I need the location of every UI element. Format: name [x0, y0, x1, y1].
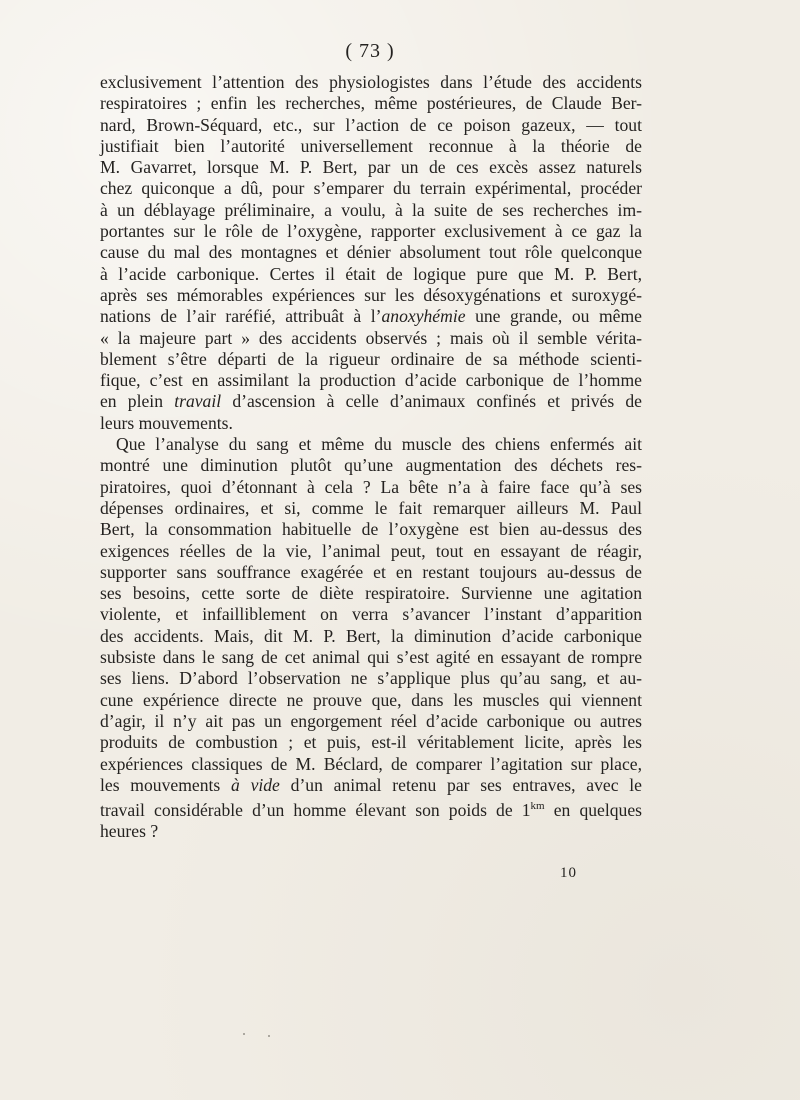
text-line: M. Gavarret, lorsque M. P. Bert, par un de ces excès assez naturels: [100, 157, 642, 178]
text-line: heures ?: [100, 821, 159, 842]
italic-term: travail: [174, 391, 222, 412]
text-segment: en plein: [100, 391, 175, 412]
text-line: blement s’être départi de la rigueur ordinaire de sa méthode scienti-: [100, 348, 642, 369]
text-line: subsiste dans le sang de cet animal qui s’est agité en essayant de rompre: [100, 647, 642, 668]
text-line: nard, Brown-Séquard, etc., sur l’action de ce poison gazeux, — tout: [100, 114, 642, 135]
text-segment: nations de l’air raréfié, attribuât à l’: [100, 306, 382, 327]
text-line: exigences réelles de la vie, l’animal peut, tout en essayant de réagir,: [100, 540, 642, 561]
text-line: cune expérience directe ne prouve que, dans les muscles qui viennent: [100, 689, 642, 710]
text-line: à un déblayage préliminaire, a voulu, à la suite de ses recherches im-: [100, 199, 642, 220]
text-line: violente, et infailliblement on verra s’avancer l’instant d’apparition: [100, 604, 642, 625]
italic-term: à vide: [231, 774, 280, 795]
text-segment: travail considérable d’un homme élevant son poids de: [100, 799, 522, 820]
text-line: chez quiconque a dû, pour s’emparer du terrain expérimental, procéder: [100, 178, 642, 199]
text-line: portantes sur le rôle de l’oxygène, rapporter exclusivement à ce gaz la: [100, 221, 642, 242]
text-line: exclusivement l’attention des physiologistes dans l’étude des accidents: [100, 72, 642, 92]
paper-speck: [243, 1033, 245, 1035]
text-line: dépenses ordinaires, et si, comme le fait remarquer ailleurs M. Paul: [100, 497, 642, 518]
text-line: « la majeure part » des accidents observés ; mais où il semble vérita-: [100, 327, 642, 348]
text-line: [100, 775, 642, 796]
paragraph-2: [100, 434, 642, 843]
paragraph-1: [100, 72, 642, 434]
text-line: ses besoins, cette sorte de diète respiratoire. Survienne une agitation: [100, 583, 642, 604]
text-line: cause du mal des montagnes et dénier absolument tout rôle quelconque: [100, 242, 642, 263]
km-unit: km: [530, 800, 545, 813]
text-line: à l’acide carbonique. Certes il était de logique pure que M. P. Bert,: [100, 263, 642, 284]
text-line: piratoires, quoi d’étonnant à cela ? La bête n’a à faire face qu’à ses: [100, 476, 642, 497]
text-line: [100, 306, 642, 327]
text-segment: d’ascension à celle d’animaux confinés et privés de: [221, 391, 642, 412]
text-line: ses liens. D’abord l’observation ne s’applique plus qu’au sang, et au-: [100, 668, 642, 689]
text-line: des accidents. Mais, dit M. P. Bert, la diminution d’acide carbonique: [100, 625, 642, 646]
text-line: expériences classiques de M. Béclard, de comparer l’agitation sur place,: [100, 753, 642, 774]
page-number: ( 73 ): [345, 40, 395, 62]
text-segment: en quelques: [544, 799, 642, 820]
text-line: respiratoires ; enfin les recherches, même postérieures, de Claude Ber-: [100, 93, 642, 114]
km-number: 1: [521, 799, 531, 820]
text-line: d’agir, il n’y ait pas un engorgement réel d’acide carbonique ou autres: [100, 710, 642, 731]
text-line: justifiait bien l’autorité universellement reconnue à la théorie de: [100, 135, 642, 156]
paper-speck: [268, 1035, 270, 1037]
text-line: produits de combustion ; et puis, est-il véritablement licite, après les: [100, 732, 642, 753]
text-line: après ses mémorables expériences sur les désoxygénations et suroxygé-: [100, 284, 642, 305]
text-line: [100, 796, 642, 821]
text-line: Que l’analyse du sang et même du muscle des chiens enfermés ait: [116, 434, 642, 455]
text-line: Bert, la consommation habituelle de l’oxygène est bien au-dessus des: [100, 519, 642, 540]
body-text: [100, 72, 642, 843]
text-segment: d’un animal retenu par ses entraves, avec le: [279, 774, 642, 795]
text-line: supporter sans souffrance exagérée et en restant toujours au-dessus de: [100, 561, 642, 582]
italic-term: anoxyhémie: [381, 306, 466, 327]
text-line: fique, c’est en assimilant la production d’acide carbonique de l’homme: [100, 370, 642, 391]
text-line: montré une diminution plutôt qu’une augmentation des déchets res-: [100, 455, 642, 476]
text-line: [100, 391, 642, 412]
text-segment: les mouvements: [100, 774, 231, 795]
signature-mark: 10: [560, 865, 577, 881]
text-line: leurs mouvements.: [100, 412, 233, 433]
text-segment: une grande, ou même: [465, 306, 642, 327]
